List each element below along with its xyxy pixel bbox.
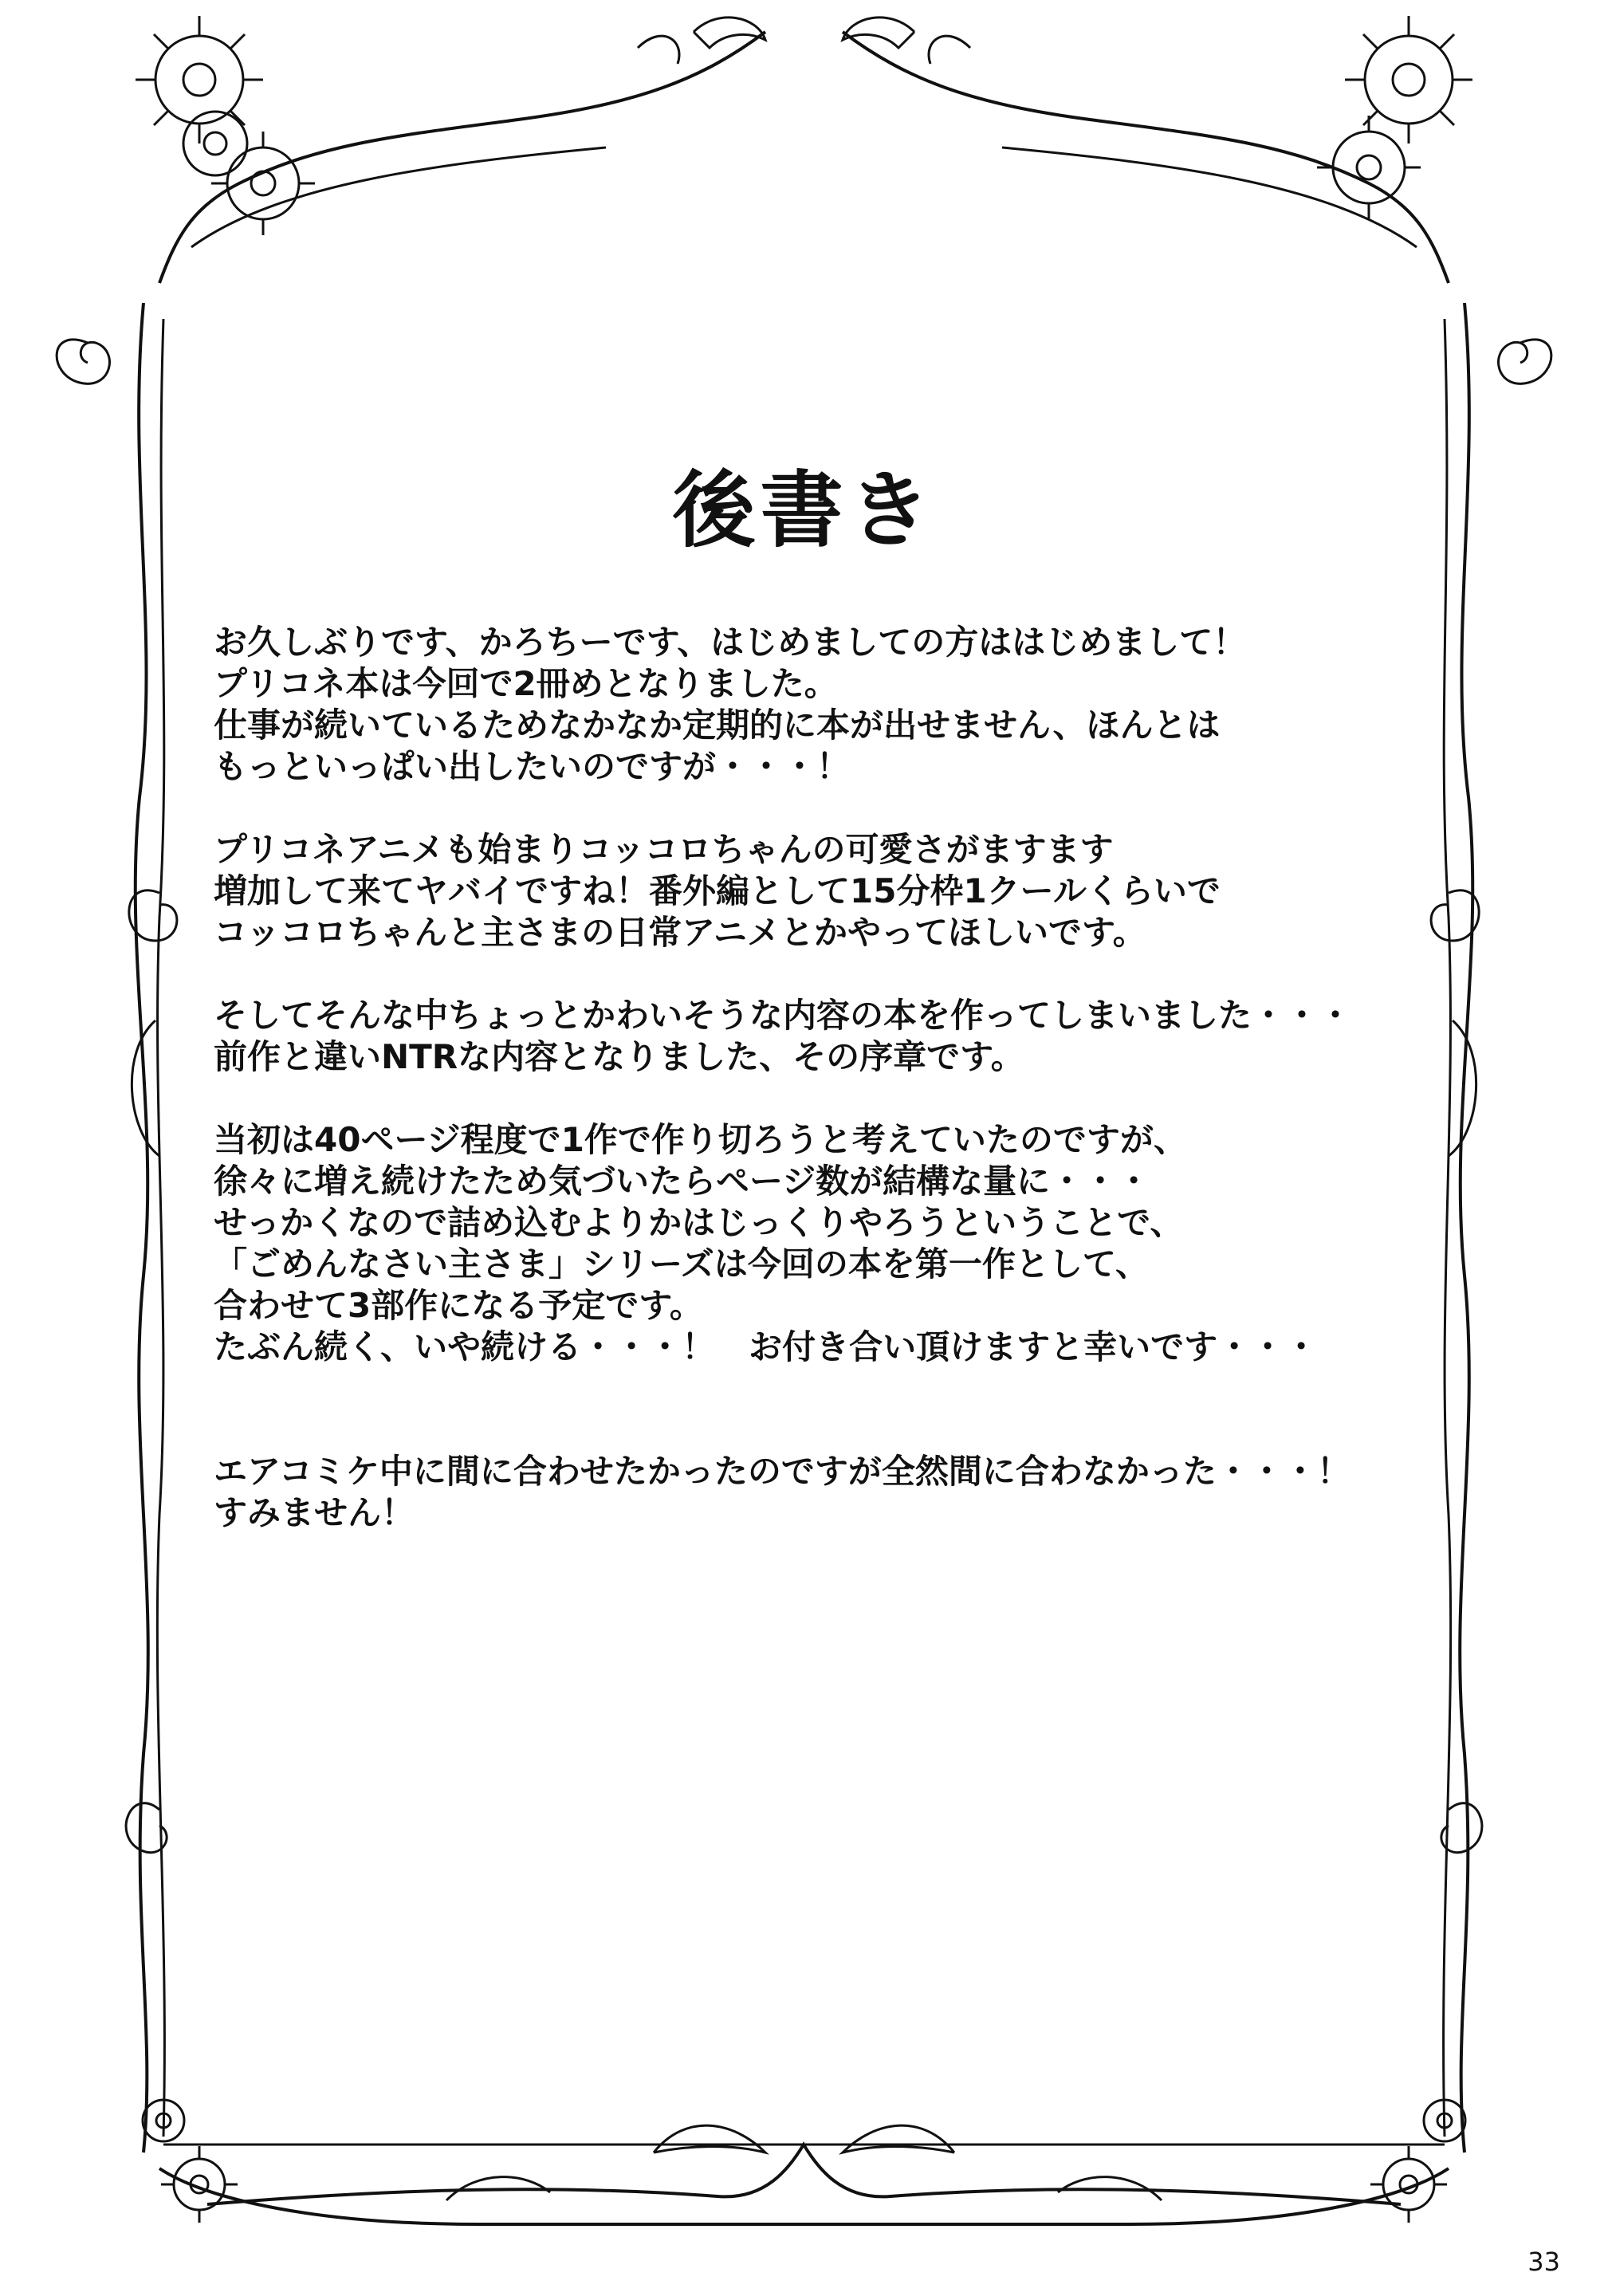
text-line: せっかくなので詰め込むよりかはじっくりやろうということで、	[214, 1203, 1184, 1242]
flower-cluster-top-right	[1317, 16, 1472, 219]
frame-outer-line	[136, 303, 148, 2152]
leaf-ornament	[654, 2125, 765, 2152]
swirl-ornament	[1499, 340, 1551, 383]
text-line: 増加して来てヤバイですね！番外編として15分枠1クールくらいで	[214, 871, 1221, 910]
text-line: 合わせて3部作になる予定です。	[214, 1286, 703, 1325]
paragraph	[214, 622, 1409, 788]
paragraph	[214, 829, 1409, 953]
frame-outer-line	[843, 32, 1449, 283]
paragraph	[214, 1119, 1409, 1368]
leaf-ornament	[843, 2125, 954, 2152]
paragraph	[214, 1451, 1409, 1534]
frame-inner-line	[191, 147, 606, 247]
text-line: エアコミケ中に間に合わせたかったのですが全然間に合わなかった・・・！	[214, 1452, 1350, 1491]
flower-icon	[1383, 2159, 1434, 2210]
afterword-body	[214, 622, 1409, 1575]
frame-inner-line	[157, 319, 164, 2137]
flower-cluster-top-left	[136, 16, 315, 235]
top-center-ornament	[929, 36, 970, 64]
text-line: お久しぶりです、かろちーです、はじめましての方ははじめまして！	[214, 623, 1247, 662]
flower-icon	[155, 36, 243, 124]
text-line: 当初は40ページ程度で1作で作り切ろうと考えていたのですが、	[214, 1120, 1187, 1159]
page-title: 後書き	[672, 462, 936, 559]
text-line: たぶん続く、いや続ける・・・！ お付き合い頂けますと幸いです・・・	[214, 1327, 1319, 1366]
frame-outer-line	[159, 2168, 1449, 2224]
text-line: コッコロちゃんと主さまの日常アニメとかやってほしいです。	[214, 913, 1146, 952]
flower-icon	[1365, 36, 1453, 124]
page-number: 33	[1527, 2247, 1560, 2277]
frame-outer-line	[159, 32, 765, 283]
frame-outer-line	[1460, 303, 1472, 2152]
top-center-ornament	[638, 36, 679, 64]
text-line: プリコネ本は今回で2冊めとなりました。	[214, 664, 838, 703]
top-center-ornament	[843, 18, 914, 48]
swirl-ornament	[57, 340, 109, 383]
frame-inner-line	[1002, 147, 1417, 247]
text-line: 前作と違いNTRな内容となりました、その序章です。	[214, 1037, 1024, 1076]
text-line: そしてそんな中ちょっとかわいそうな内容の本を作ってしまいました・・・	[214, 996, 1353, 1035]
text-line: すみません！	[214, 1493, 415, 1532]
frame-outer-line	[207, 2145, 1401, 2204]
text-line: プリコネアニメも始まりコッコロちゃんの可愛さがますます	[214, 830, 1114, 869]
paragraph	[214, 995, 1409, 1078]
text-line: もっといっぱい出したいのですが・・・！	[214, 747, 851, 786]
flower-icon	[1333, 132, 1405, 203]
text-line: 仕事が続いているためなかなか定期的に本が出せません、ほんとは	[214, 706, 1221, 745]
top-center-ornament	[694, 18, 765, 48]
flower-icon	[174, 2159, 225, 2210]
text-line: 徐々に増え続けたため気づいたらページ数が結構な量に・・・	[214, 1162, 1151, 1201]
frame-inner-line	[1444, 319, 1451, 2137]
text-line: 「ごめんなさい主さま」シリーズは今回の本を第一作として、	[214, 1244, 1150, 1284]
